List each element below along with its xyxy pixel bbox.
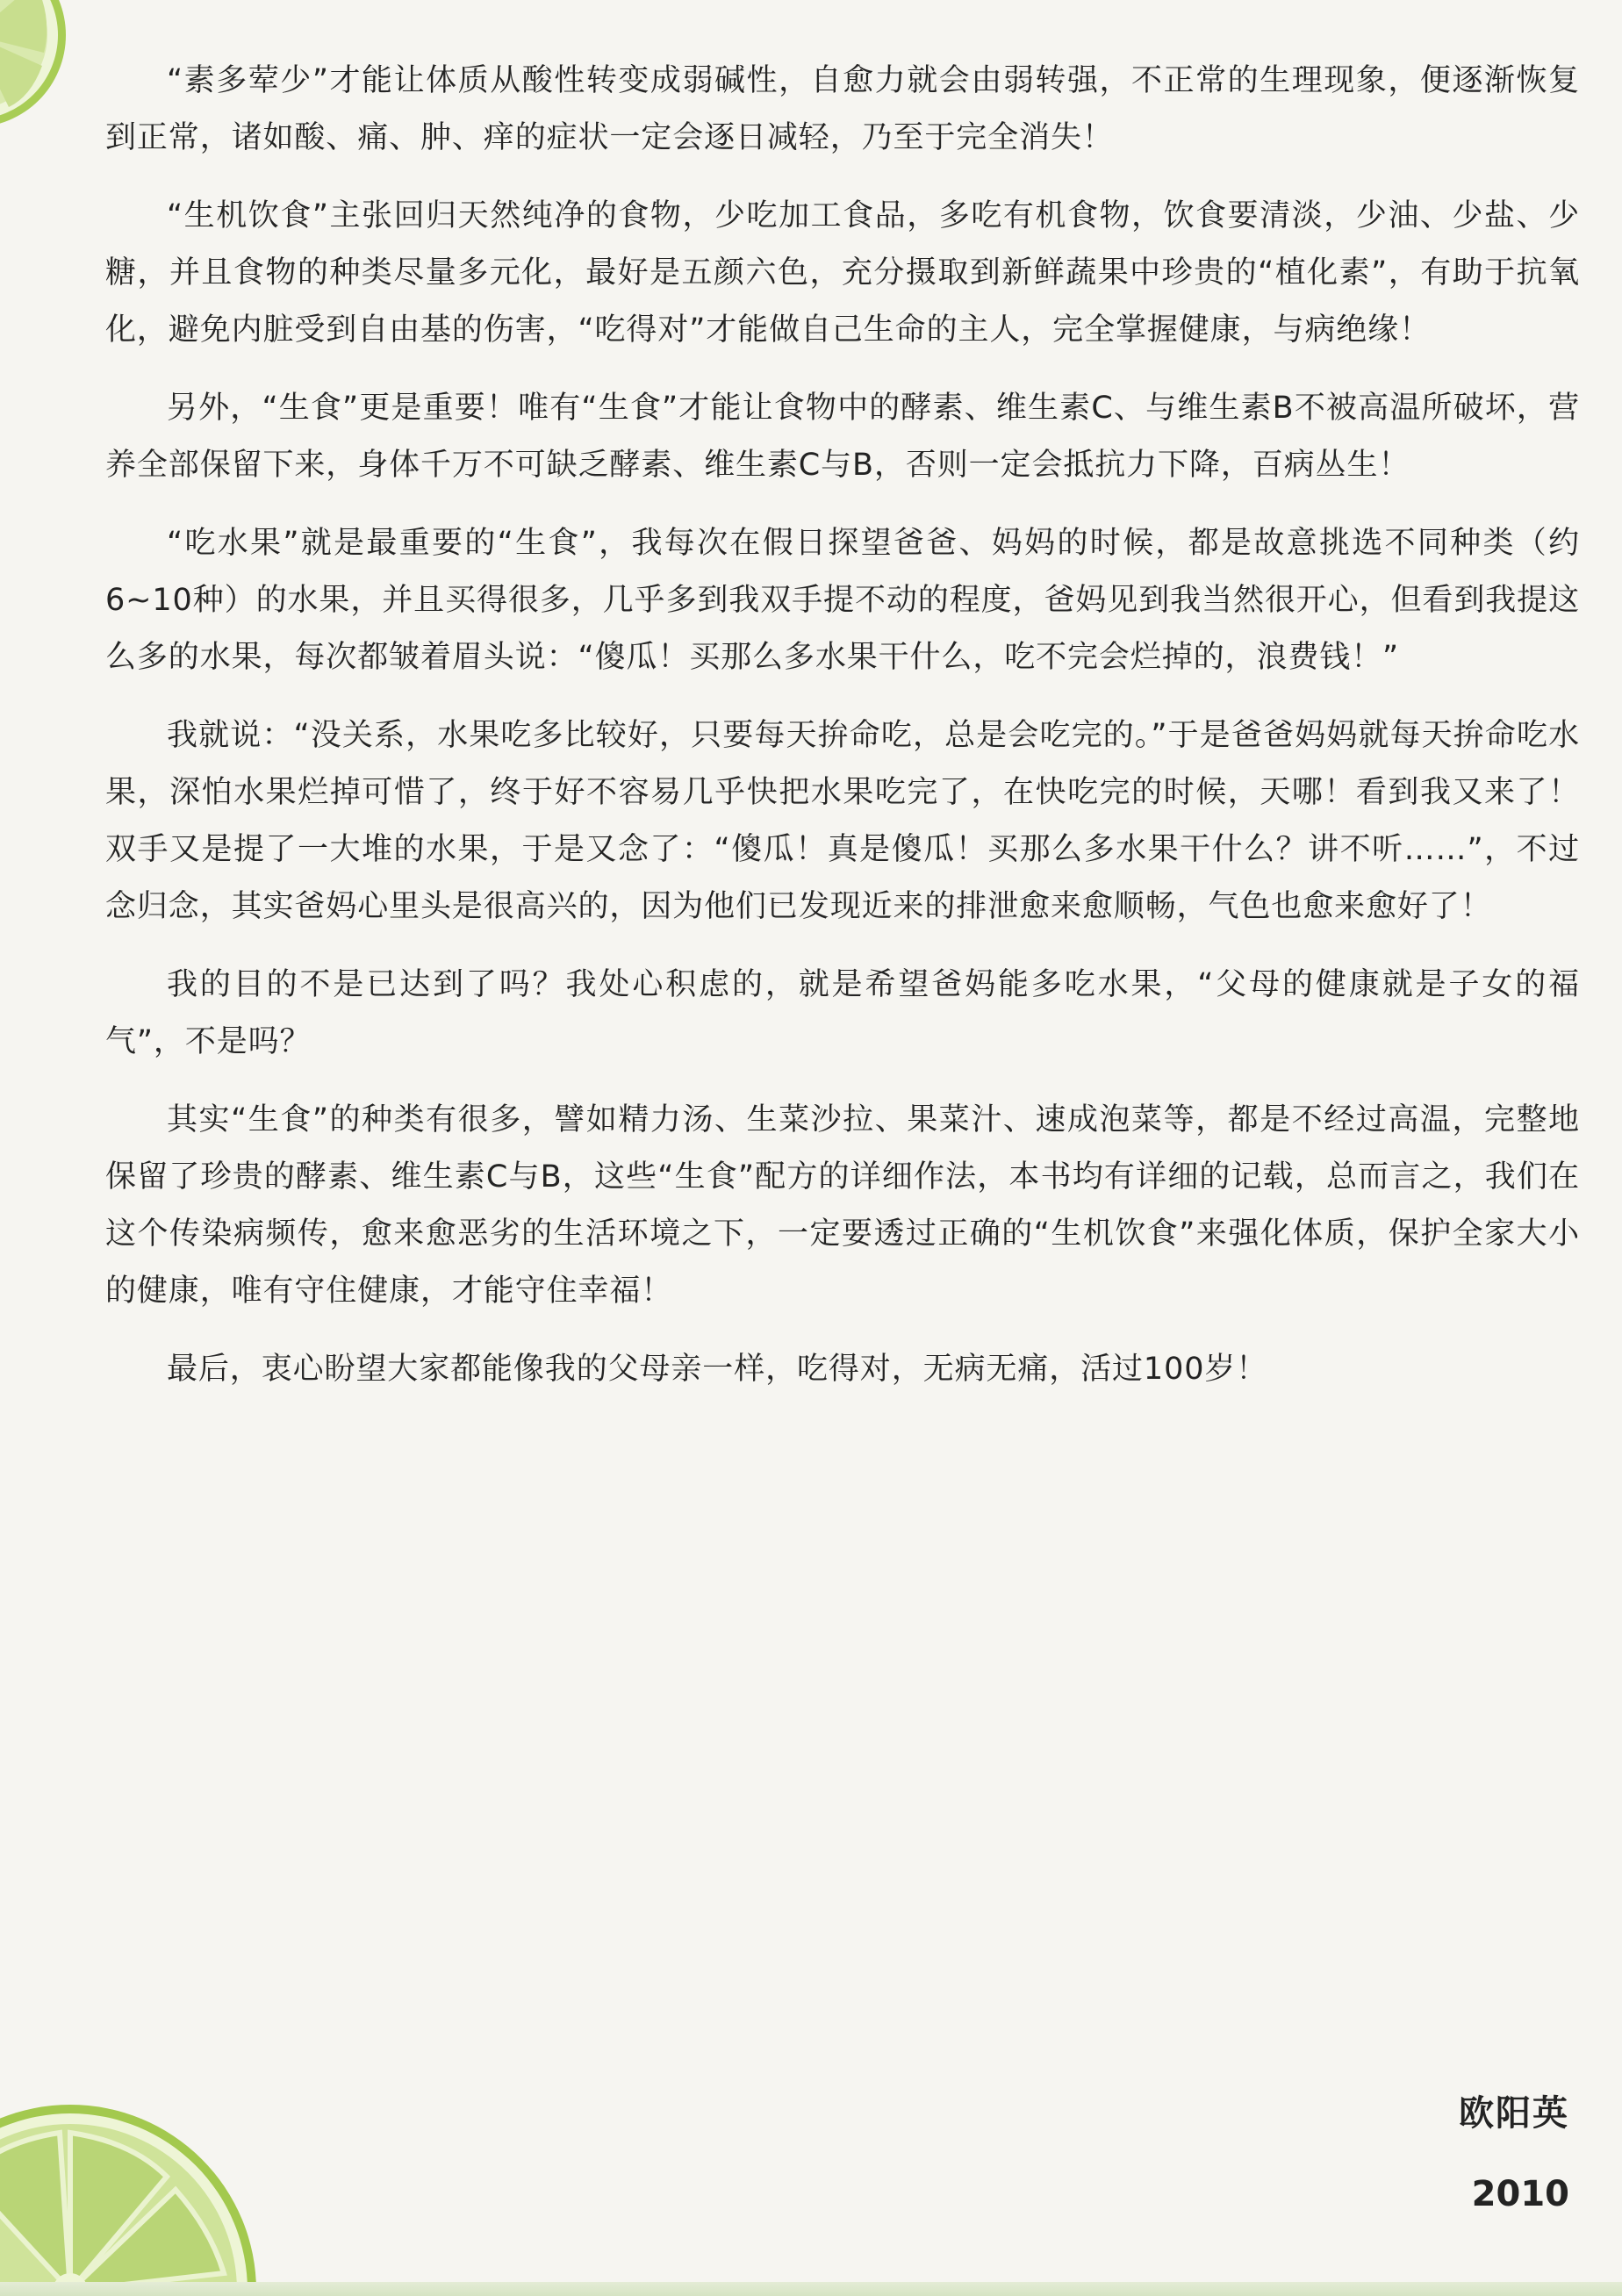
paragraph: 我就说：“没关系，水果吃多比较好，只要每天拚命吃，总是会吃完的。”于是爸爸妈妈就每天拚命吃水果，深怕水果烂掉可惜了，终于好不容易几乎快把水果吃完了，在快吃完的时候，天哪！看到我又来了！双手又是提了一大堆的水果，于是又念了：“傻瓜！真是傻瓜！买那么多水果干什么？讲不听……”，不过念归念，其实爸妈心里头是很高兴的，因为他们已发现近来的排泄愈来愈顺畅，气色也愈来愈好了！ [105, 718, 1580, 924]
paragraph: 最后，衷心盼望大家都能像我的父母亲一样，吃得对，无病无痛，活过100岁！ [167, 1352, 1268, 1387]
signature-block [1459, 2087, 1569, 2221]
paragraph: “素多荤少”才能让体质从酸性转变成弱碱性，自愈力就会由弱转强，不正常的生理现象，便逐渐恢复到正常，诸如酸、痛、肿、痒的症状一定会逐日减轻，乃至于完全消失！ [105, 63, 1580, 155]
bottom-edge-band [0, 2282, 1622, 2296]
paragraph: “生机饮食”主张回归天然纯净的食物，少吃加工食品，多吃有机食物，饮食要清淡，少油、少盐、少糖，并且食物的种类尽量多元化，最好是五颜六色，充分摄取到新鲜蔬果中珍贵的“植化素”，有助于抗氧化，避免内脏受到自由基的伤害，“吃得对”才能做自己生命的主人，完全掌握健康，与病绝缘！ [105, 198, 1580, 348]
paragraph: 其实“生食”的种类有很多，譬如精力汤、生菜沙拉、果菜汁、速成泡菜等，都是不经过高温，完整地保留了珍贵的酵素、维生素C与B，这些“生食”配方的详细作法，本书均有详细的记载，总而言之，我们在这个传染病频传，愈来愈恶劣的生活环境之下，一定要透过正确的“生机饮食”来强化体质，保护全家大小的健康，唯有守住健康，才能守住幸福！ [105, 1102, 1580, 1309]
paragraph: “吃水果”就是最重要的“生食”，我每次在假日探望爸爸、妈妈的时候，都是故意挑选不同种类（约6~10种）的水果，并且买得很多，几乎多到我双手提不动的程度，爸妈见到我当然很开心，但看到我提这么多的水果，每次都皱着眉头说：“傻瓜！买那么多水果干什么，吃不完会烂掉的，浪费钱！” [105, 526, 1580, 675]
lime-slice-decoration [0, 2071, 263, 2296]
signature-year: 2010 [1471, 2174, 1569, 2214]
author-name: 欧阳英 [1459, 2093, 1569, 2134]
body-text [105, 53, 1580, 1419]
paragraph: 另外，“生食”更是重要！唯有“生食”才能让食物中的酵素、维生素C、与维生素B不被高温所破坏，营养全部保留下来，身体千万不可缺乏酵素、维生素C与B，否则一定会抵抗力下降，百病丛生！ [105, 391, 1580, 483]
lime-slice-corner-decoration [0, 0, 105, 140]
paragraph: 我的目的不是已达到了吗？我处心积虑的，就是希望爸妈能多吃水果，“父母的健康就是子女的福气”，不是吗？ [105, 967, 1580, 1059]
